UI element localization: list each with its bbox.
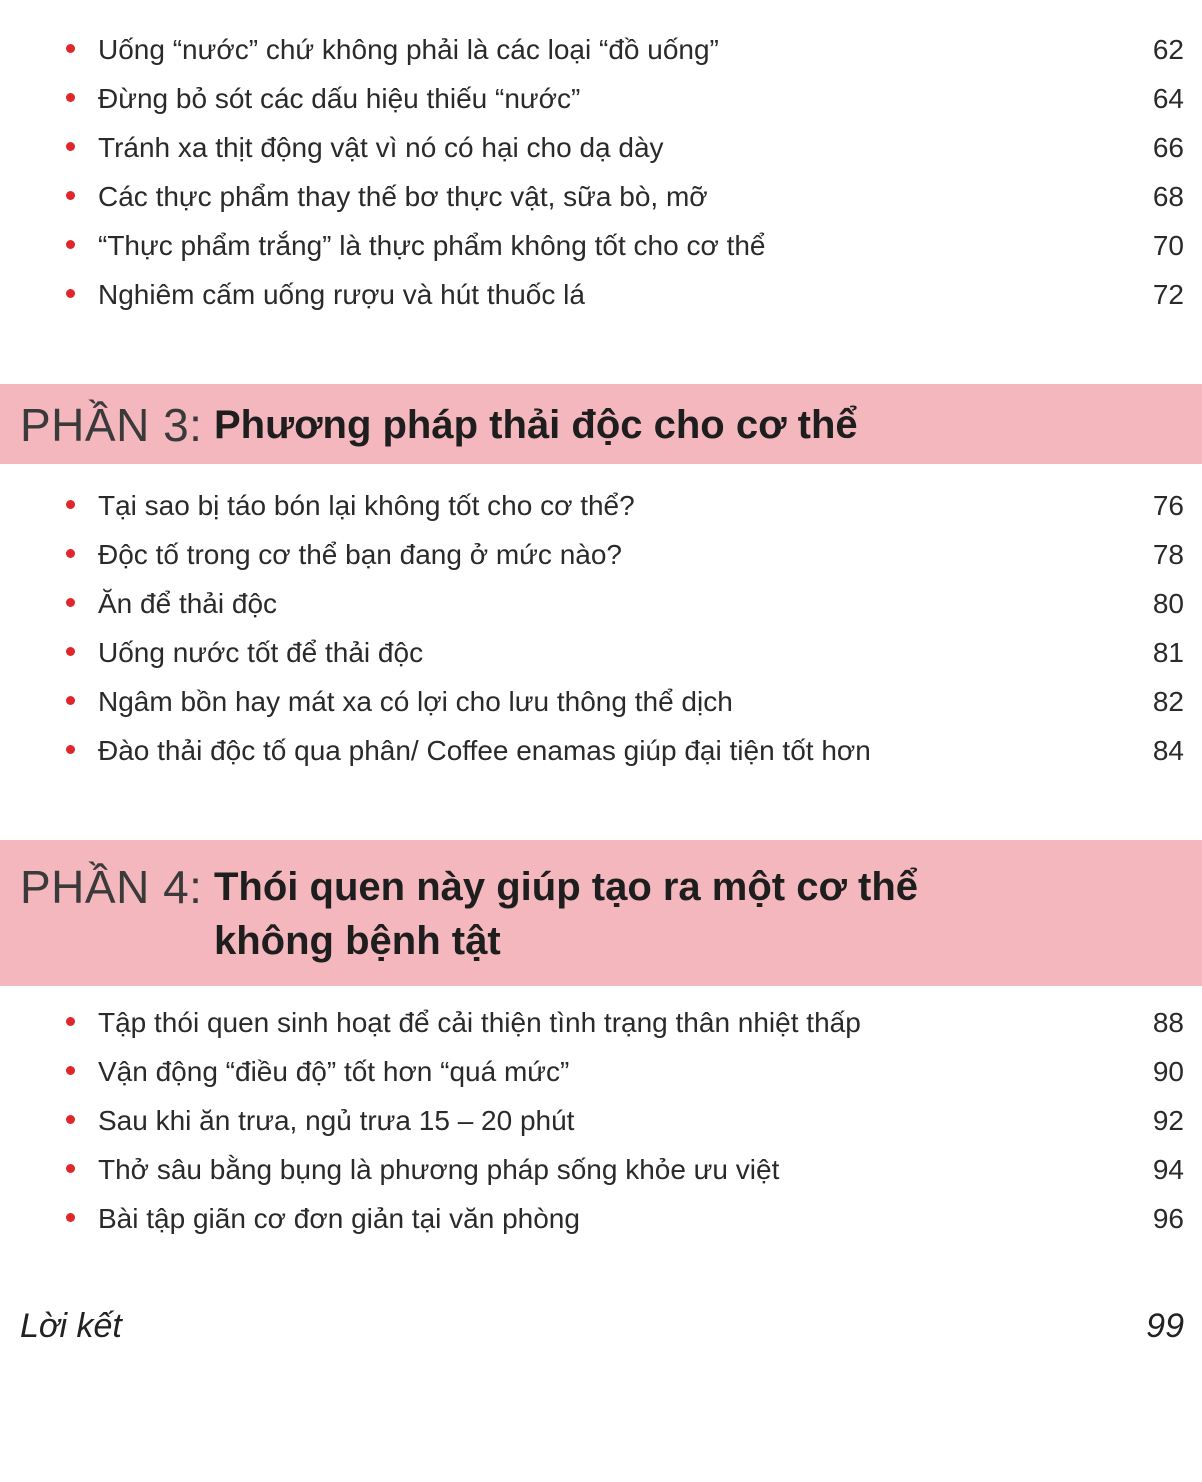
toc-entry-title: Tập thói quen sinh hoạt để cải thiện tình trạng thân nhiệt thấp <box>98 1007 861 1038</box>
bullet-icon <box>66 191 75 200</box>
toc-entry[interactable] <box>0 677 1202 726</box>
toc-entry-page: 62 <box>1152 34 1184 65</box>
toc-entry-title: Tránh xa thịt động vật vì nó có hại cho dạ dày <box>98 132 664 163</box>
bullet-icon <box>66 500 75 509</box>
bullet-icon <box>66 142 75 151</box>
section-4-heading-line: không bệnh tật <box>214 919 501 963</box>
section-4-header <box>0 840 1202 986</box>
closing-page: 99 <box>1146 1307 1184 1345</box>
toc-entry[interactable] <box>0 25 1202 74</box>
toc-entry[interactable] <box>0 74 1202 123</box>
section-4-label: PHẦN 4: <box>20 861 203 913</box>
toc-entry[interactable] <box>0 221 1202 270</box>
toc-entry[interactable] <box>0 726 1202 775</box>
bullet-icon <box>66 93 75 102</box>
toc-entry-title: Ngâm bồn hay mát xa có lợi cho lưu thông thể dịch <box>98 686 733 717</box>
bullet-icon <box>66 1115 75 1124</box>
toc-entry-title: Nghiêm cấm uống rượu và hút thuốc lá <box>98 279 585 310</box>
toc-entry-page: 72 <box>1152 279 1184 310</box>
toc-entry-page: 96 <box>1152 1203 1184 1234</box>
toc-entry[interactable] <box>0 270 1202 319</box>
toc-entry-page: 80 <box>1152 588 1184 619</box>
toc-entry[interactable] <box>0 1194 1202 1243</box>
bullet-icon <box>66 1066 75 1075</box>
bullet-icon <box>66 598 75 607</box>
toc-entry-title: Vận động “điều độ” tốt hơn “quá mức” <box>98 1056 570 1087</box>
toc-entry[interactable] <box>0 530 1202 579</box>
bullet-icon <box>66 1213 75 1222</box>
toc-entry-title: Tại sao bị táo bón lại không tốt cho cơ thể? <box>98 490 635 521</box>
bullet-icon <box>66 745 75 754</box>
bullet-icon <box>66 1017 75 1026</box>
toc-entry[interactable] <box>0 123 1202 172</box>
bullet-icon <box>66 696 75 705</box>
toc-entry[interactable] <box>0 628 1202 677</box>
section-3-heading <box>214 398 858 452</box>
toc-entry[interactable] <box>0 579 1202 628</box>
toc-entry[interactable] <box>0 998 1202 1047</box>
toc-entry[interactable] <box>0 1145 1202 1194</box>
toc-entry-page: 94 <box>1152 1154 1184 1185</box>
toc-entry-page: 84 <box>1152 735 1184 766</box>
toc-entry-page: 82 <box>1152 686 1184 717</box>
toc-entry-title: Các thực phẩm thay thế bơ thực vật, sữa bò, mỡ <box>98 181 708 212</box>
toc-entry-page: 81 <box>1152 637 1184 668</box>
section-4-heading <box>214 860 918 968</box>
toc-entry-title: “Thực phẩm trắng” là thực phẩm không tốt cho cơ thể <box>98 230 766 261</box>
toc-entry-title: Uống “nước” chứ không phải là các loại “đồ uống” <box>98 34 719 65</box>
toc-entry-page: 66 <box>1152 132 1184 163</box>
bullet-icon <box>66 549 75 558</box>
closing-title: Lời kết <box>20 1307 122 1345</box>
bullet-icon <box>66 289 75 298</box>
toc-entry-title: Ăn để thải độc <box>98 588 278 619</box>
toc-entry[interactable] <box>0 1047 1202 1096</box>
toc-entry-page: 70 <box>1152 230 1184 261</box>
toc-list-section-3 <box>0 481 1202 775</box>
toc-closing-entry[interactable] <box>20 1300 1184 1352</box>
toc-entry-title: Sau khi ăn trưa, ngủ trưa 15 – 20 phút <box>98 1105 575 1136</box>
toc-entry-page: 76 <box>1152 490 1184 521</box>
bullet-icon <box>66 240 75 249</box>
toc-entry-title: Đừng bỏ sót các dấu hiệu thiếu “nước” <box>98 83 581 114</box>
section-4-heading-line: Thói quen này giúp tạo ra một cơ thể <box>214 865 919 909</box>
toc-entry-title: Đào thải độc tố qua phân/ Coffee enamas giúp đại tiện tốt hơn <box>98 735 871 766</box>
toc-entry-title: Thở sâu bằng bụng là phương pháp sống khỏe ưu việt <box>98 1154 780 1185</box>
toc-entry-page: 64 <box>1152 83 1184 114</box>
bullet-icon <box>66 1164 75 1173</box>
toc-entry[interactable] <box>0 172 1202 221</box>
toc-entry[interactable] <box>0 481 1202 530</box>
toc-entry-page: 68 <box>1152 181 1184 212</box>
toc-entry-title: Độc tố trong cơ thể bạn đang ở mức nào? <box>98 539 622 570</box>
toc-entry-page: 88 <box>1152 1007 1184 1038</box>
section-3-heading-line: Phương pháp thải độc cho cơ thể <box>214 403 858 447</box>
bullet-icon <box>66 44 75 53</box>
section-3-header <box>0 384 1202 464</box>
toc-entry-title: Bài tập giãn cơ đơn giản tại văn phòng <box>98 1203 580 1234</box>
bullet-icon <box>66 647 75 656</box>
section-3-label: PHẦN 3: <box>20 399 203 451</box>
toc-entry-page: 92 <box>1152 1105 1184 1136</box>
toc-list-section-2-continued <box>0 25 1202 319</box>
toc-entry-title: Uống nước tốt để thải độc <box>98 637 424 668</box>
toc-entry-page: 90 <box>1152 1056 1184 1087</box>
toc-list-section-4 <box>0 998 1202 1243</box>
toc-entry[interactable] <box>0 1096 1202 1145</box>
toc-entry-page: 78 <box>1152 539 1184 570</box>
